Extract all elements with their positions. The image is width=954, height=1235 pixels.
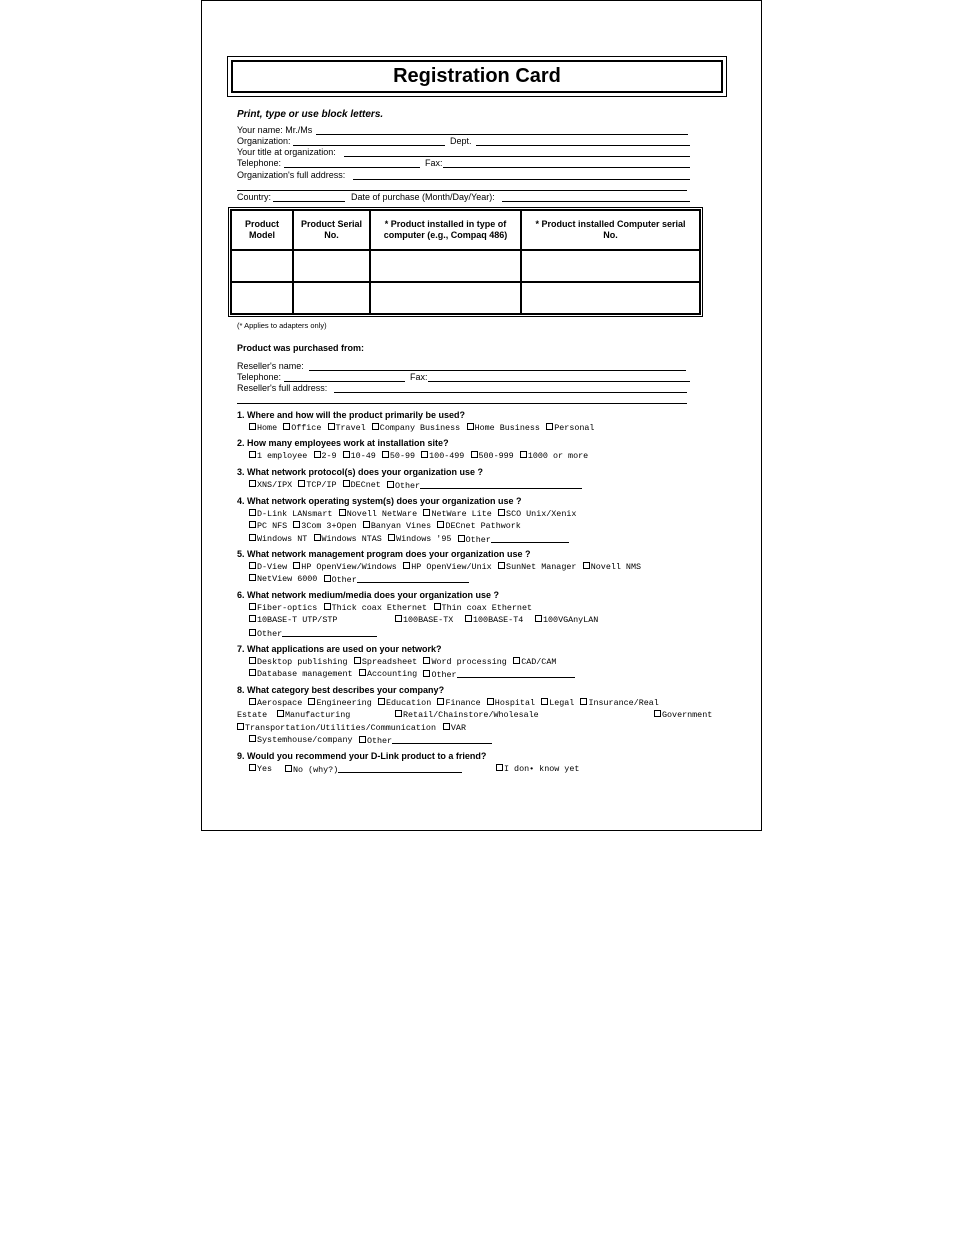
checkbox-icon[interactable]	[467, 423, 474, 430]
telephone-label: Telephone:	[237, 158, 282, 168]
option-var[interactable]	[443, 723, 466, 734]
option-other[interactable]	[324, 574, 469, 586]
option-hp-openview-unix[interactable]	[403, 562, 491, 573]
checkbox-icon[interactable]	[471, 451, 478, 458]
reseller-address-label: Reseller's full address:	[237, 383, 328, 393]
date-of-purchase-label: Date of purchase (Month/Day/Year):	[351, 192, 495, 202]
option-label: Government	[662, 710, 713, 720]
option-label: Fiber-optics	[257, 603, 318, 613]
fax-label: Fax:	[425, 158, 443, 168]
option-label: DECnet Pathwork	[445, 521, 521, 531]
instructions: Print, type or use block letters.	[237, 109, 384, 120]
other-blank-field[interactable]	[357, 574, 469, 583]
option-hp-openview-windows[interactable]	[293, 562, 397, 573]
question-9-label: 9. Would you recommend your D-Link product to a friend?	[237, 751, 487, 761]
checkbox-icon[interactable]	[249, 451, 256, 458]
option-database-management[interactable]	[249, 669, 353, 680]
option-pc-nfs[interactable]	[249, 521, 287, 532]
reseller-telephone-label: Telephone:	[237, 372, 282, 382]
checkbox-icon[interactable]	[249, 657, 256, 664]
option-label: Engineering	[316, 698, 372, 708]
option-label: Database management	[257, 669, 353, 679]
checkbox-icon[interactable]	[249, 669, 256, 676]
org-address-field[interactable]	[353, 179, 690, 180]
option-manufacturing[interactable]	[277, 710, 350, 721]
page-title: Registration Card	[231, 60, 723, 93]
option-no-why[interactable]	[285, 764, 462, 776]
option-label: Windows '95	[396, 534, 452, 544]
option-thin-coax-ethernet[interactable]	[434, 603, 532, 614]
option-windows-ntas[interactable]	[314, 534, 382, 545]
country-label: Country:	[237, 192, 272, 202]
checkbox-icon[interactable]	[237, 723, 244, 730]
checkbox-icon[interactable]	[546, 423, 553, 430]
option-100-499[interactable]	[421, 451, 464, 462]
header-product-serial: Product Serial No.	[293, 210, 370, 250]
table-cell[interactable]	[521, 250, 700, 282]
checkbox-icon[interactable]	[513, 657, 520, 664]
option-label: I don• know yet	[504, 764, 580, 774]
option-label: Finance	[445, 698, 481, 708]
reseller-address-field-2[interactable]	[237, 403, 687, 404]
question-1-label: 1. Where and how will the product primarily be used?	[237, 410, 466, 420]
option-yes[interactable]	[249, 764, 272, 775]
checkbox-icon[interactable]	[421, 451, 428, 458]
option-label: Other	[394, 481, 421, 491]
checkbox-icon[interactable]	[359, 669, 366, 676]
option-label: TCP/IP	[306, 480, 337, 490]
table-cell[interactable]	[293, 250, 370, 282]
checkbox-icon[interactable]	[249, 698, 256, 705]
checkbox-icon[interactable]	[434, 603, 441, 610]
option-label: Other	[331, 575, 357, 585]
option-systemhouse-company[interactable]	[249, 735, 353, 746]
option-label: 100VGAnyLAN	[543, 615, 599, 625]
option-other[interactable]	[387, 480, 582, 492]
name-label: Your name: Mr./Ms	[237, 125, 313, 135]
checkbox-icon[interactable]	[458, 535, 465, 542]
option-label: CAD/CAM	[521, 657, 557, 667]
option-other[interactable]	[359, 735, 492, 747]
checkbox-icon[interactable]	[403, 562, 410, 569]
option-aerospace[interactable]	[249, 698, 302, 709]
telephone-field[interactable]	[284, 167, 420, 168]
dept-field[interactable]	[476, 145, 690, 146]
option-500-999[interactable]	[471, 451, 514, 462]
option-thick-coax-ethernet[interactable]	[324, 603, 428, 614]
adapters-note: (* Applies to adapters only)	[237, 321, 327, 330]
checkbox-icon[interactable]	[249, 423, 256, 430]
option-label: No (why?)	[293, 765, 339, 775]
header-product-model: Product Model	[231, 210, 293, 250]
table-cell[interactable]	[231, 250, 293, 282]
option-spreadsheet[interactable]	[354, 657, 417, 668]
checkbox-icon[interactable]	[363, 521, 370, 528]
checkbox-icon[interactable]	[293, 521, 300, 528]
checkbox-icon[interactable]	[308, 698, 315, 705]
other-blank-field[interactable]	[457, 669, 575, 678]
checkbox-icon[interactable]	[465, 615, 472, 622]
reseller-fax-label: Fax:	[410, 372, 428, 382]
option-label: DECnet	[350, 480, 381, 490]
name-field[interactable]	[316, 134, 688, 135]
option-novell-nms[interactable]	[583, 562, 641, 573]
option-label: Manufacturing	[285, 710, 351, 720]
option-fiber-optics[interactable]	[249, 603, 317, 614]
checkbox-icon[interactable]	[298, 480, 305, 487]
checkbox-icon[interactable]	[249, 735, 256, 742]
option-label: 100-499	[429, 451, 465, 461]
product-table-header	[231, 210, 700, 250]
option-cad-cam[interactable]	[513, 657, 556, 668]
checkbox-icon[interactable]	[580, 698, 587, 705]
reseller-address-field[interactable]	[334, 392, 687, 393]
option-label: Retail/Chainstore/Wholesale	[403, 710, 539, 720]
title-frame	[227, 56, 727, 97]
option-label: VAR	[450, 723, 466, 733]
option-label: Office	[291, 423, 322, 433]
option-i-don-know-yet[interactable]	[496, 764, 579, 775]
option-home[interactable]	[249, 423, 277, 434]
question-8-label: 8. What category best describes your company?	[237, 685, 445, 695]
fax-field[interactable]	[443, 167, 690, 168]
option-label: Aerospace	[257, 698, 303, 708]
option-3com-3-open[interactable]	[293, 521, 356, 532]
checkbox-icon[interactable]	[498, 509, 505, 516]
option-label: 1 employee	[257, 451, 308, 461]
option-label: Other	[366, 736, 393, 746]
option-xns-ipx[interactable]	[249, 480, 292, 491]
checkbox-icon[interactable]	[487, 698, 494, 705]
table-cell[interactable]	[231, 282, 293, 314]
checkbox-icon[interactable]	[654, 710, 661, 717]
option-insurance-real[interactable]	[580, 698, 658, 709]
table-row	[231, 250, 700, 282]
checkbox-icon[interactable]	[378, 698, 385, 705]
option-accounting[interactable]	[359, 669, 417, 680]
option-engineering[interactable]	[308, 698, 371, 709]
option-label: Travel	[335, 423, 366, 433]
dept-label: Dept.	[450, 136, 472, 146]
option-travel[interactable]	[328, 423, 366, 434]
checkbox-icon[interactable]	[249, 480, 256, 487]
option-label: 3Com 3+Open	[301, 521, 357, 531]
option-label: Estate	[237, 710, 268, 720]
option-label: 100BASE-T4	[473, 615, 524, 625]
checkbox-icon[interactable]	[324, 575, 331, 582]
checkbox-icon[interactable]	[343, 451, 350, 458]
option-1000-or-more[interactable]	[520, 451, 588, 462]
option-10-49[interactable]	[343, 451, 376, 462]
option-label: Windows NT	[257, 534, 308, 544]
option-sunnet-manager[interactable]	[498, 562, 576, 573]
header-computer-type: * Product installed in type of computer (e.g., Compaq 486)	[370, 210, 521, 250]
option-label: Novell NetWare	[346, 509, 418, 519]
reseller-name-field[interactable]	[309, 370, 686, 371]
other-blank-field[interactable]	[420, 480, 582, 489]
checkbox-icon[interactable]	[387, 481, 394, 488]
checkbox-icon[interactable]	[249, 615, 256, 622]
checkbox-icon[interactable]	[277, 710, 284, 717]
checkbox-icon[interactable]	[423, 509, 430, 516]
purchase-heading: Product was purchased from:	[237, 343, 365, 353]
option-label: 2-9	[321, 451, 337, 461]
option-estate[interactable]	[237, 710, 267, 721]
question-2-label: 2. How many employees work at installation site?	[237, 438, 449, 448]
table-cell[interactable]	[293, 282, 370, 314]
checkbox-icon[interactable]	[437, 521, 444, 528]
option-label: Insurance/Real	[588, 698, 659, 708]
option-label: 10BASE-T UTP/STP	[257, 615, 338, 625]
reseller-telephone-field[interactable]	[284, 381, 405, 382]
option-retail-chainstore-wholesale[interactable]	[395, 710, 539, 721]
option-other[interactable]	[249, 628, 377, 640]
organization-label: Organization:	[237, 136, 291, 146]
question-3-label: 3. What network protocol(s) does your organization use ?	[237, 467, 484, 477]
header-computer-serial: * Product installed Computer serial No.	[521, 210, 700, 250]
checkbox-icon[interactable]	[535, 615, 542, 622]
option-label: D-View	[257, 562, 288, 572]
table-row	[231, 282, 700, 314]
option-label: HP OpenView/Unix	[411, 562, 492, 572]
date-of-purchase-field[interactable]	[502, 201, 690, 202]
other-blank-field[interactable]	[282, 628, 377, 637]
option-label: NetView 6000	[257, 574, 318, 584]
option-label: Spreadsheet	[361, 657, 418, 667]
question-5-label: 5. What network management program does your organization use ?	[237, 549, 531, 559]
option-100base-t4[interactable]	[465, 615, 523, 626]
title-at-org-label: Your title at organization:	[237, 147, 336, 157]
checkbox-icon[interactable]	[443, 723, 450, 730]
option-d-view[interactable]	[249, 562, 287, 573]
option-label: Home Business	[474, 423, 540, 433]
option-netware-lite[interactable]	[423, 509, 491, 520]
option-label: Other	[257, 629, 283, 639]
option-label: Yes	[257, 764, 273, 774]
option-label: Windows NTAS	[321, 534, 382, 544]
option-label: Novell NMS	[590, 562, 642, 572]
other-blank-field[interactable]	[338, 764, 462, 773]
checkbox-icon[interactable]	[283, 423, 290, 430]
checkbox-icon[interactable]	[437, 698, 444, 705]
checkbox-icon[interactable]	[372, 423, 379, 430]
checkbox-icon[interactable]	[249, 509, 256, 516]
country-field[interactable]	[273, 201, 345, 202]
option-other[interactable]	[458, 534, 569, 546]
option-education[interactable]	[378, 698, 431, 709]
option-desktop-publishing[interactable]	[249, 657, 347, 668]
option-10base-t-utp-stp[interactable]	[249, 615, 337, 626]
checkbox-icon[interactable]	[324, 603, 331, 610]
option-office[interactable]	[283, 423, 321, 434]
option-label: PC NFS	[257, 521, 288, 531]
option-100base-tx[interactable]	[395, 615, 453, 626]
checkbox-icon[interactable]	[249, 764, 256, 771]
option-banyan-vines[interactable]	[363, 521, 431, 532]
option-netview-6000[interactable]	[249, 574, 317, 585]
option-label: Transportation/Utilities/Communication	[245, 723, 436, 733]
org-address-label: Organization's full address:	[237, 170, 346, 180]
option-legal[interactable]	[541, 698, 574, 709]
product-table	[228, 207, 703, 317]
option-label: Company Business	[379, 423, 461, 433]
reseller-fax-field[interactable]	[428, 381, 690, 382]
checkbox-icon[interactable]	[496, 764, 503, 771]
checkbox-icon[interactable]	[249, 629, 256, 636]
checkbox-icon[interactable]	[249, 534, 256, 541]
option-label: 10-49	[350, 451, 376, 461]
option-novell-netware[interactable]	[339, 509, 417, 520]
checkbox-icon[interactable]	[423, 657, 430, 664]
option-label: Systemhouse/company	[257, 735, 353, 745]
checkbox-icon[interactable]	[354, 657, 361, 664]
checkbox-icon[interactable]	[388, 534, 395, 541]
option-label: Banyan Vines	[370, 521, 432, 531]
option-label: Thick coax Ethernet	[331, 603, 428, 613]
checkbox-icon[interactable]	[249, 521, 256, 528]
option-label: Personal	[554, 423, 595, 433]
checkbox-icon[interactable]	[249, 562, 256, 569]
option-decnet[interactable]	[343, 480, 381, 491]
question-4-label: 4. What network operating system(s) does your organization use ?	[237, 496, 522, 506]
option-label: NetWare Lite	[431, 509, 492, 519]
checkbox-icon[interactable]	[395, 710, 402, 717]
checkbox-icon[interactable]	[359, 736, 366, 743]
checkbox-icon[interactable]	[339, 509, 346, 516]
option-finance[interactable]	[437, 698, 480, 709]
option-label: 100BASE-TX	[403, 615, 454, 625]
option-label: Accounting	[366, 669, 418, 679]
option-hospital[interactable]	[487, 698, 535, 709]
option-label: Hospital	[494, 698, 536, 708]
option-label: Education	[386, 698, 432, 708]
checkbox-icon[interactable]	[382, 451, 389, 458]
option-sco-unix-xenix[interactable]	[498, 509, 576, 520]
option-label: D-Link LANsmart	[257, 509, 333, 519]
title-at-org-field[interactable]	[344, 156, 690, 157]
option-government[interactable]	[654, 710, 712, 721]
option-d-link-lansmart[interactable]	[249, 509, 332, 520]
option-windows-95[interactable]	[388, 534, 451, 545]
checkbox-icon[interactable]	[498, 562, 505, 569]
checkbox-icon[interactable]	[249, 574, 256, 581]
question-6-label: 6. What network medium/media does your organization use ?	[237, 590, 500, 600]
option-label: Legal	[549, 698, 575, 708]
table-cell[interactable]	[370, 282, 521, 314]
option-label: SCO Unix/Xenix	[506, 509, 577, 519]
option-transportation-utilities-communication[interactable]	[237, 723, 436, 734]
checkbox-icon[interactable]	[328, 423, 335, 430]
option-label: 50-99	[389, 451, 416, 461]
option-label: Home	[257, 423, 278, 433]
checkbox-icon[interactable]	[285, 765, 292, 772]
option-word-processing[interactable]	[423, 657, 506, 668]
option-windows-nt[interactable]	[249, 534, 307, 545]
checkbox-icon[interactable]	[249, 603, 256, 610]
option-100vganylan[interactable]	[535, 615, 598, 626]
organization-field[interactable]	[293, 145, 445, 146]
option-label: Other	[431, 670, 457, 680]
option-label: SunNet Manager	[506, 562, 577, 572]
option-personal[interactable]	[546, 423, 594, 434]
option-label: HP OpenView/Windows	[301, 562, 397, 572]
option-1-employee[interactable]	[249, 451, 307, 462]
table-cell[interactable]	[521, 282, 700, 314]
option-tcp-ip[interactable]	[298, 480, 336, 491]
checkbox-icon[interactable]	[395, 615, 402, 622]
option-label: Word processing	[431, 657, 507, 667]
checkbox-icon[interactable]	[541, 698, 548, 705]
option-2-9[interactable]	[314, 451, 337, 462]
checkbox-icon[interactable]	[423, 670, 430, 677]
checkbox-icon[interactable]	[293, 562, 300, 569]
option-label: XNS/IPX	[257, 480, 293, 490]
checkbox-icon[interactable]	[520, 451, 527, 458]
checkbox-icon[interactable]	[314, 451, 321, 458]
option-label: Desktop publishing	[257, 657, 348, 667]
other-blank-field[interactable]	[491, 534, 569, 543]
option-label: Other	[465, 535, 491, 545]
registration-card-page	[201, 0, 762, 831]
option-home-business[interactable]	[467, 423, 540, 434]
option-label: 500-999	[478, 451, 514, 461]
option-label: Thin coax Ethernet	[441, 603, 533, 613]
question-7-label: 7. What applications are used on your network?	[237, 644, 442, 654]
option-label: 1000 or more	[527, 451, 589, 461]
org-address-field-2[interactable]	[237, 190, 687, 191]
other-blank-field[interactable]	[392, 735, 492, 744]
option-other[interactable]	[423, 669, 574, 681]
option-decnet-pathwork[interactable]	[437, 521, 520, 532]
checkbox-icon[interactable]	[314, 534, 321, 541]
checkbox-icon[interactable]	[343, 480, 350, 487]
table-cell[interactable]	[370, 250, 521, 282]
option-50-99[interactable]	[382, 451, 415, 462]
reseller-name-label: Reseller's name:	[237, 361, 304, 371]
option-company-business[interactable]	[372, 423, 460, 434]
checkbox-icon[interactable]	[583, 562, 590, 569]
